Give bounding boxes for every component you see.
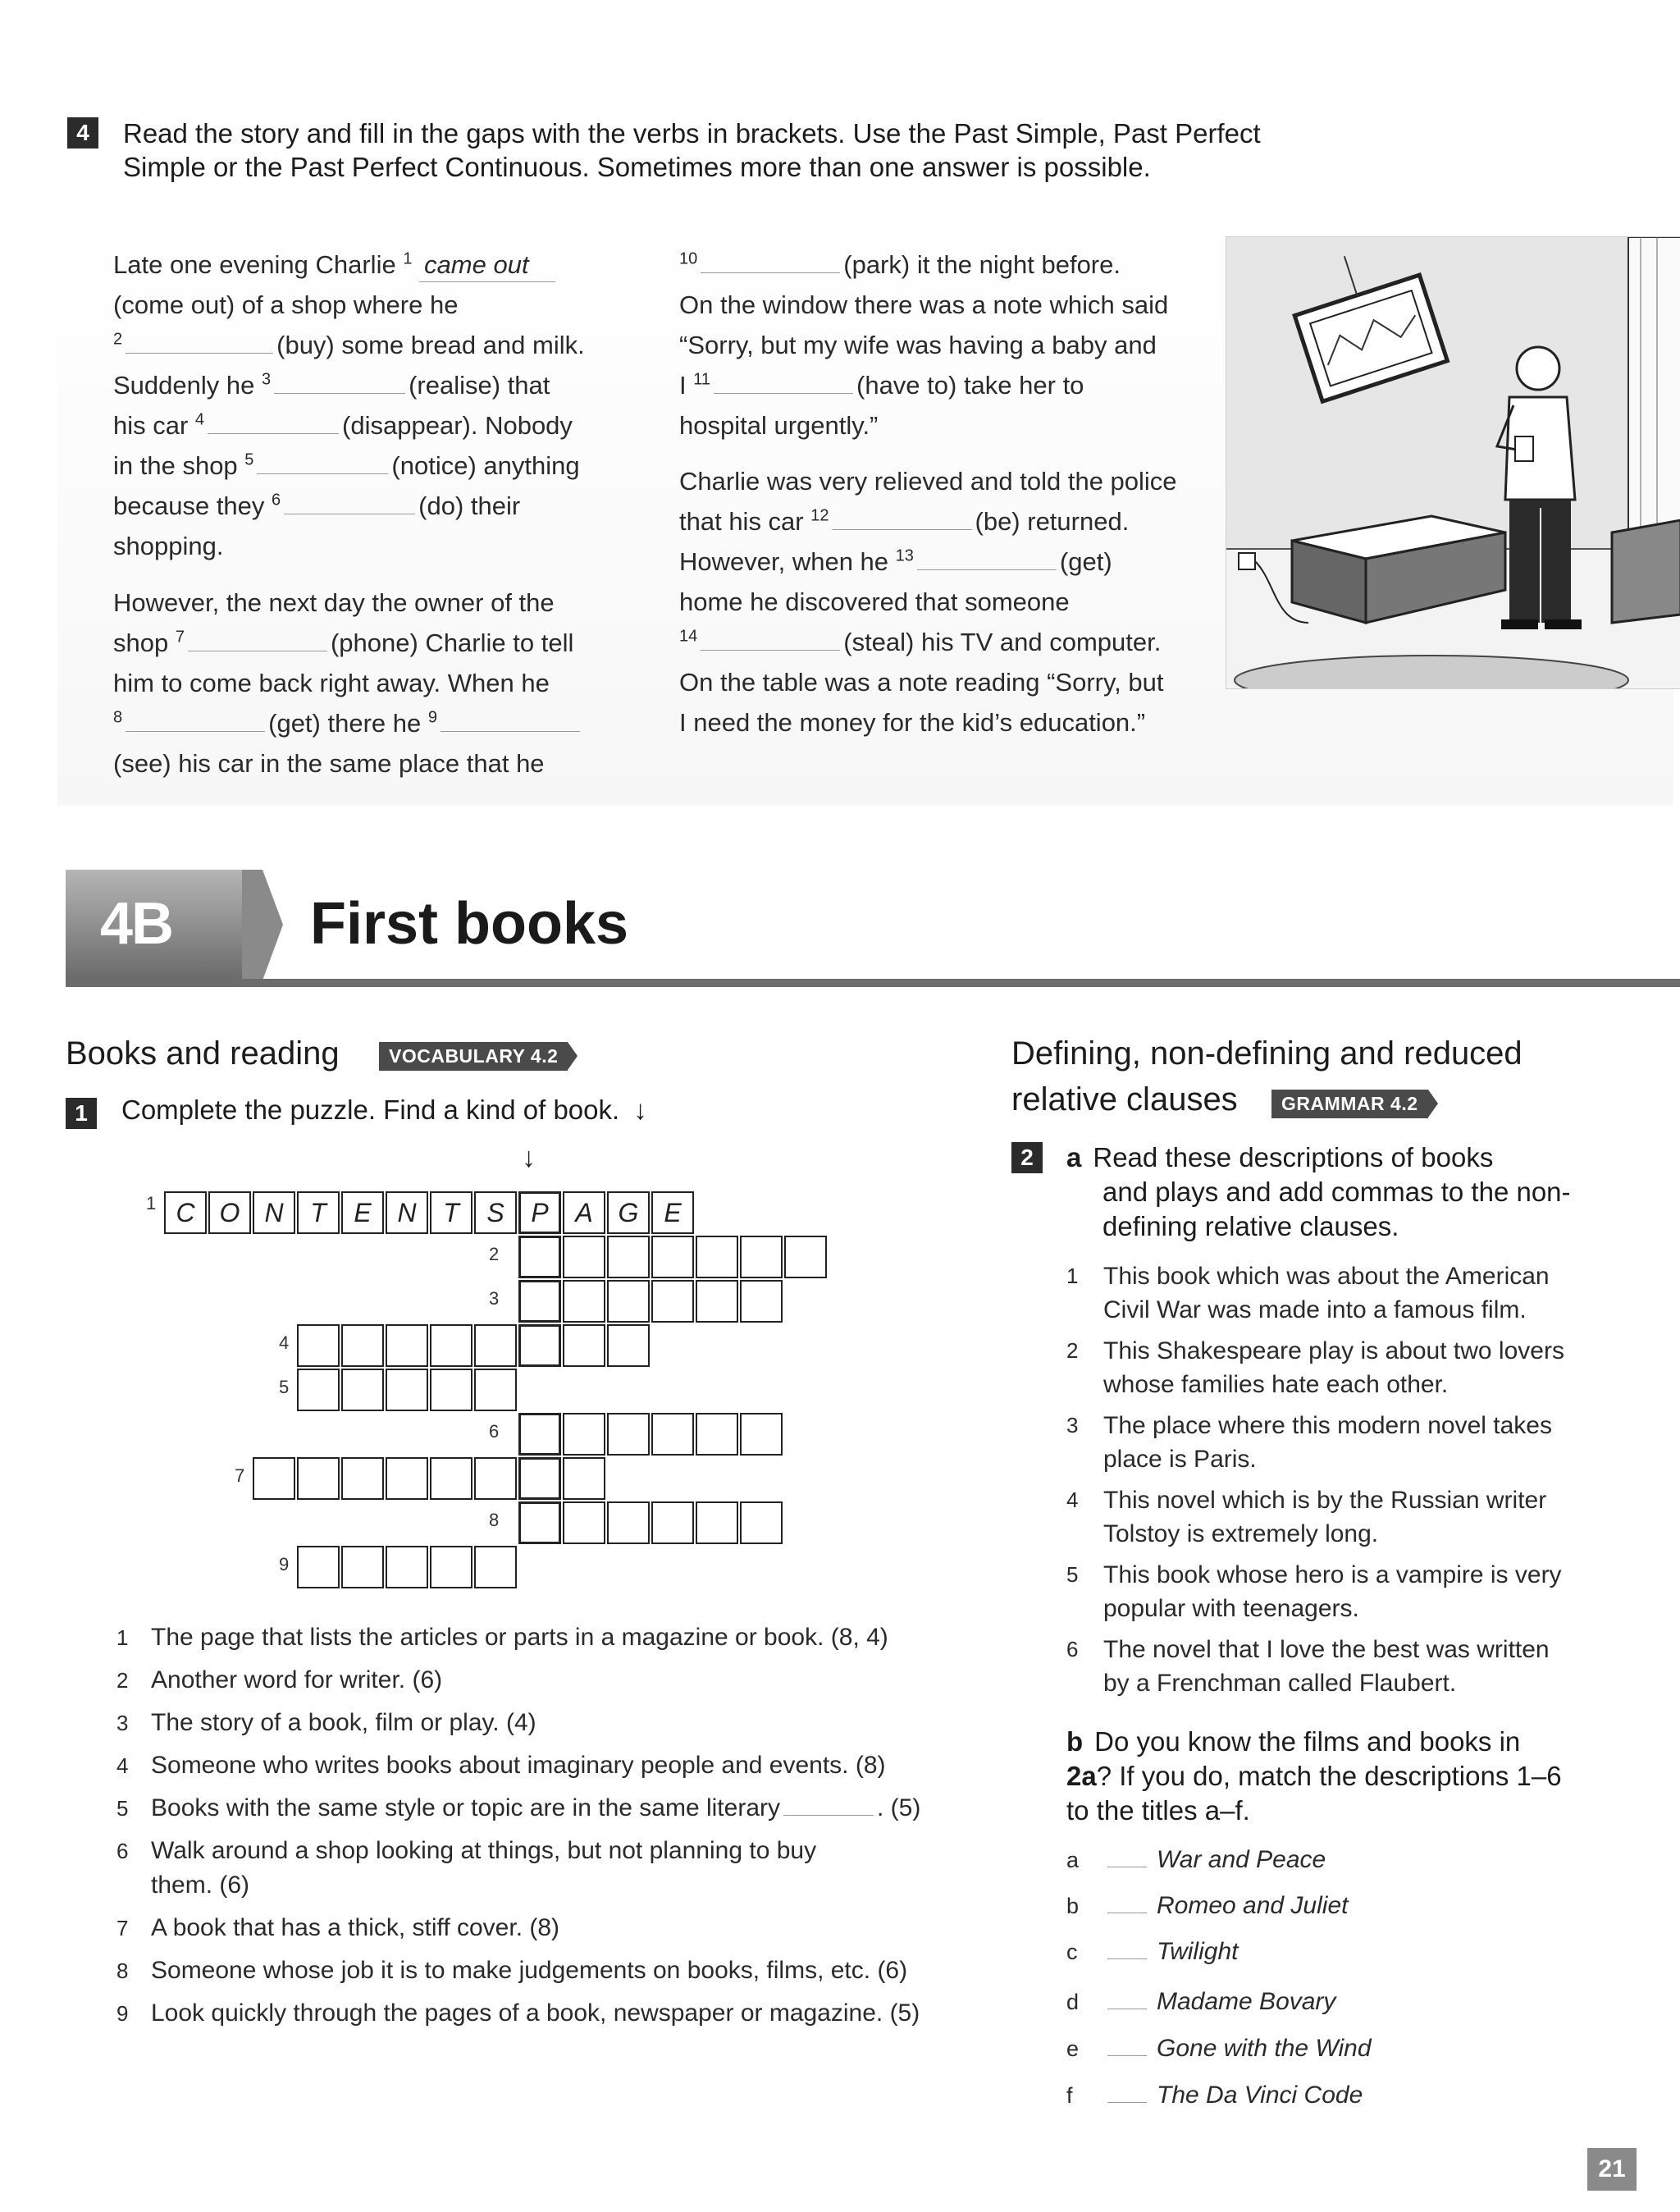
crossword-cell[interactable]	[740, 1236, 783, 1278]
description-item: 3 The place where this modern novel takes place is Paris.	[1066, 1412, 1552, 1473]
page-number: 21	[1587, 2148, 1637, 2191]
description-item: 2 This Shakespeare play is about two lovers whose families hate each other.	[1066, 1337, 1564, 1398]
crossword-cell[interactable]	[563, 1413, 605, 1456]
title-item: f The Da Vinci Code	[1066, 2082, 1363, 2109]
story-line: $^8$ (get) there he $^9$	[113, 707, 583, 740]
crossword-cell[interactable]	[740, 1413, 783, 1456]
title-item: b Romeo and Juliet	[1066, 1892, 1349, 1919]
crossword-cell[interactable]	[563, 1324, 605, 1367]
title-item: a War and Peace	[1066, 1846, 1326, 1873]
crossword-cell[interactable]	[430, 1324, 472, 1367]
crossword-cell[interactable]: G	[607, 1191, 650, 1234]
crossword-cell[interactable]: S	[474, 1191, 517, 1234]
crossword-cell[interactable]	[518, 1457, 561, 1500]
crossword-cell[interactable]	[430, 1546, 472, 1588]
crossword-cell[interactable]	[341, 1457, 384, 1500]
clue-item: 9 Look quickly through the pages of a book, newspaper or magazine. (5)	[116, 1999, 920, 2027]
crossword-cell[interactable]: T	[297, 1191, 340, 1234]
crossword-cell[interactable]	[607, 1280, 650, 1323]
crossword-cell[interactable]: A	[563, 1191, 605, 1234]
crossword-cell[interactable]	[651, 1280, 694, 1323]
crossword-clue-number: 2	[489, 1244, 500, 1264]
crossword-cell[interactable]: O	[208, 1191, 251, 1234]
crossword-cell[interactable]	[297, 1324, 340, 1367]
crossword-cell[interactable]	[386, 1546, 428, 1588]
title-item: c Twilight	[1066, 1938, 1239, 1965]
clue-item: 6 Walk around a shop looking at things, but not planning to buy them. (6)	[116, 1837, 817, 1899]
crossword-cell[interactable]: E	[651, 1191, 694, 1234]
crossword-cell[interactable]	[696, 1236, 738, 1278]
crossword-cell[interactable]	[253, 1457, 295, 1500]
crossword-cell[interactable]	[386, 1324, 428, 1367]
story-line: Charlie was very relieved and told the police	[679, 467, 1177, 496]
crossword-clue-number: 5	[279, 1377, 290, 1397]
story-line: that his car $^{12}$ (be) returned.	[679, 506, 1130, 536]
story-line: “Sorry, but my wife was having a baby and	[679, 331, 1157, 359]
crossword-cell[interactable]	[297, 1457, 340, 1500]
crossword-cell[interactable]	[696, 1501, 738, 1544]
crossword-cell[interactable]: N	[386, 1191, 428, 1234]
story-line: Late one evening Charlie $^1$ came out	[113, 249, 555, 282]
story-line: him to come back right away. When he	[113, 669, 550, 697]
description-item: 5 This book whose hero is a vampire is very popular with teenagers.	[1066, 1561, 1562, 1622]
match-blank[interactable]	[1107, 1849, 1147, 1867]
story-line: On the table was a note reading “Sorry, but	[679, 668, 1164, 697]
story-line: Suddenly he $^3$ (realise) that	[113, 370, 550, 400]
crossword-cell[interactable]	[386, 1457, 428, 1500]
gap-9[interactable]	[441, 711, 580, 732]
crossword-cell[interactable]	[607, 1236, 650, 1278]
crossword-cell[interactable]	[474, 1457, 517, 1500]
grammar-section-title-line1: Defining, non-defining and reduced	[1011, 1035, 1522, 1072]
crossword-cell[interactable]	[740, 1501, 783, 1544]
crossword-cell[interactable]	[474, 1369, 517, 1411]
crossword-clue-number: 8	[489, 1510, 500, 1530]
story-line: $^{10}$ (park) it the night before.	[679, 249, 1121, 279]
crossword-cell[interactable]	[474, 1546, 517, 1588]
clue-item: 2 Another word for writer. (6)	[116, 1666, 443, 1693]
crossword-cell[interactable]	[563, 1457, 605, 1500]
crossword-cell[interactable]	[341, 1546, 384, 1588]
crossword-clue-number: 3	[489, 1288, 500, 1309]
clue-item: 5 Books with the same style or topic are in the same literary . (5)	[116, 1794, 921, 1821]
match-blank[interactable]	[1107, 1894, 1147, 1913]
clue-item: 3 The story of a book, film or play. (4)	[116, 1709, 536, 1736]
unit-code: 4B	[100, 891, 173, 957]
gap-14[interactable]	[701, 630, 840, 651]
crossword-cell[interactable]	[784, 1236, 827, 1278]
gap-12[interactable]	[833, 510, 972, 530]
story-line: I $^{11}$ (have to) take her to	[679, 370, 1084, 400]
clue-item: 8 Someone whose job it is to make judgements on books, films, etc. (6)	[116, 1957, 908, 1984]
match-blank[interactable]	[1107, 2037, 1147, 2056]
story-line: because they $^6$ (do) their	[113, 491, 521, 520]
story-line: However, when he $^{13}$ (get)	[679, 546, 1112, 576]
crossword-cell[interactable]	[341, 1324, 384, 1367]
crossword-clue-number: 6	[489, 1421, 500, 1442]
answer-example: came out	[419, 249, 555, 282]
crossword-cell[interactable]	[386, 1369, 428, 1411]
story-line: hospital urgently.”	[679, 411, 879, 440]
gap-10[interactable]	[701, 253, 840, 273]
exercise-4-badge: 4	[67, 117, 98, 149]
crossword-cell[interactable]	[518, 1413, 561, 1456]
gap-11[interactable]	[714, 373, 853, 394]
exercise-4-instruction-line2: Simple or the Past Perfect Continuous. Sometimes more than one answer is possible.	[123, 152, 1151, 182]
gap-8[interactable]	[126, 711, 265, 732]
crossword-cell[interactable]	[607, 1501, 650, 1544]
crossword-cell[interactable]	[740, 1280, 783, 1323]
crossword-cell[interactable]	[651, 1501, 694, 1544]
crossword-cell[interactable]	[563, 1236, 605, 1278]
unit-header-arrow	[242, 870, 283, 980]
story-illustration	[1226, 236, 1680, 689]
match-blank[interactable]	[1107, 1940, 1147, 1959]
vocabulary-tag[interactable]: VOCABULARY 4.2	[379, 1042, 568, 1071]
crossword-clue-number: 7	[235, 1465, 245, 1486]
clue-item: 1 The page that lists the articles or parts in a magazine or book. (8, 4)	[116, 1624, 888, 1651]
crossword-cell[interactable]: E	[341, 1191, 384, 1234]
gap-2[interactable]	[126, 333, 273, 354]
crossword-cell[interactable]	[607, 1413, 650, 1456]
story-line: $^2$ (buy) some bread and milk.	[113, 330, 585, 359]
exercise-2-badge: 2	[1011, 1142, 1043, 1173]
exercise-2b-instruction: b Do you know the films and books in 2a? If you do, match the descriptions 1–6 to the titles a–f.	[1066, 1726, 1562, 1826]
crossword-clue-number: 9	[279, 1554, 290, 1574]
story-line: shop $^7$ (phone) Charlie to tell	[113, 628, 574, 657]
exercise-1-instruction: Complete the puzzle. Find a kind of book. ↓	[121, 1095, 647, 1125]
story-line: shopping.	[113, 532, 224, 560]
crossword-cell[interactable]: C	[164, 1191, 207, 1234]
exercise-1-badge: 1	[66, 1098, 97, 1129]
story-line: (come out) of a shop where he	[113, 290, 459, 319]
crossword-cell[interactable]	[518, 1501, 561, 1544]
crossword-cell[interactable]	[341, 1369, 384, 1411]
description-item: 1 This book which was about the American Civil War was made into a famous film.	[1066, 1263, 1550, 1323]
crossword-cell[interactable]	[651, 1413, 694, 1456]
story-line: I need the money for the kid’s education.”	[679, 708, 1146, 737]
story-line: On the window there was a note which said	[679, 290, 1169, 319]
crossword-clue-number: 1	[146, 1193, 157, 1213]
description-item: 6 The novel that I love the best was written by a Frenchman called Flaubert.	[1066, 1636, 1550, 1697]
story-line: in the shop $^5$ (notice) anything	[113, 450, 580, 480]
crossword-cell[interactable]	[651, 1236, 694, 1278]
crossword-cell[interactable]	[430, 1457, 472, 1500]
gap-5[interactable]	[257, 454, 388, 474]
gap-13[interactable]	[917, 550, 1057, 570]
crossword-cell[interactable]	[430, 1369, 472, 1411]
match-blank[interactable]	[1107, 1990, 1147, 2009]
grammar-tag[interactable]: GRAMMAR 4.2	[1271, 1090, 1428, 1118]
clue-item: 7 A book that has a thick, stiff cover. (8)	[116, 1914, 560, 1941]
story-line: his car $^4$ (disappear). Nobody	[113, 410, 573, 440]
description-item: 4 This novel which is by the Russian writer Tolstoy is extremely long.	[1066, 1487, 1547, 1547]
exercise-4-instruction-line1: Read the story and fill in the gaps with the verbs in brackets. Use the Past Simple, Past Perfect	[123, 118, 1261, 149]
match-blank[interactable]	[1107, 2084, 1147, 2103]
story-line: (see) his car in the same place that he	[113, 749, 545, 778]
story-line: home he discovered that someone	[679, 587, 1070, 616]
title-item: e Gone with the Wind	[1066, 2035, 1372, 2062]
crossword-cell[interactable]	[696, 1413, 738, 1456]
crossword-cell[interactable]	[297, 1546, 340, 1588]
gap-4[interactable]	[208, 414, 339, 434]
crossword-cell[interactable]: N	[253, 1191, 295, 1234]
exercise-2a-instruction: a Read these descriptions of books and plays and add commas to the non- defining relative clauses.	[1066, 1142, 1571, 1241]
grammar-section-title-line2: relative clauses	[1011, 1081, 1238, 1117]
clue-item: 4 Someone who writes books about imaginary people and events. (8)	[116, 1752, 886, 1779]
crossword-cell[interactable]	[696, 1280, 738, 1323]
story-line: $^{14}$ (steal) his TV and computer.	[679, 627, 1162, 656]
unit-title: First books	[310, 891, 629, 957]
crossword-cell[interactable]	[518, 1236, 561, 1278]
vocab-section-title: Books and reading	[66, 1035, 340, 1072]
clue-5-gap[interactable]	[783, 1795, 874, 1816]
gap-7[interactable]	[188, 631, 327, 651]
crossword-clue-number: 4	[279, 1332, 290, 1353]
unit-header-rule	[66, 979, 1680, 987]
title-item: d Madame Bovary	[1066, 1988, 1336, 2015]
crossword-cell[interactable]	[474, 1324, 517, 1367]
crossword-cell[interactable]	[518, 1324, 561, 1367]
story-line: However, the next day the owner of the	[113, 588, 555, 617]
gap-3[interactable]	[274, 373, 405, 394]
gap-6[interactable]	[284, 494, 415, 514]
crossword-cell[interactable]	[607, 1324, 650, 1367]
down-arrow-icon: ↓	[633, 1095, 647, 1125]
down-arrow-icon: ↓	[522, 1142, 536, 1173]
crossword-cell[interactable]	[563, 1280, 605, 1323]
crossword-cell[interactable]	[563, 1501, 605, 1544]
crossword-cell[interactable]	[518, 1280, 561, 1323]
crossword-cell[interactable]	[297, 1369, 340, 1411]
crossword-cell[interactable]: T	[430, 1191, 472, 1234]
man-in-room-illustration	[1226, 237, 1680, 688]
crossword-cell[interactable]: P	[518, 1191, 561, 1234]
